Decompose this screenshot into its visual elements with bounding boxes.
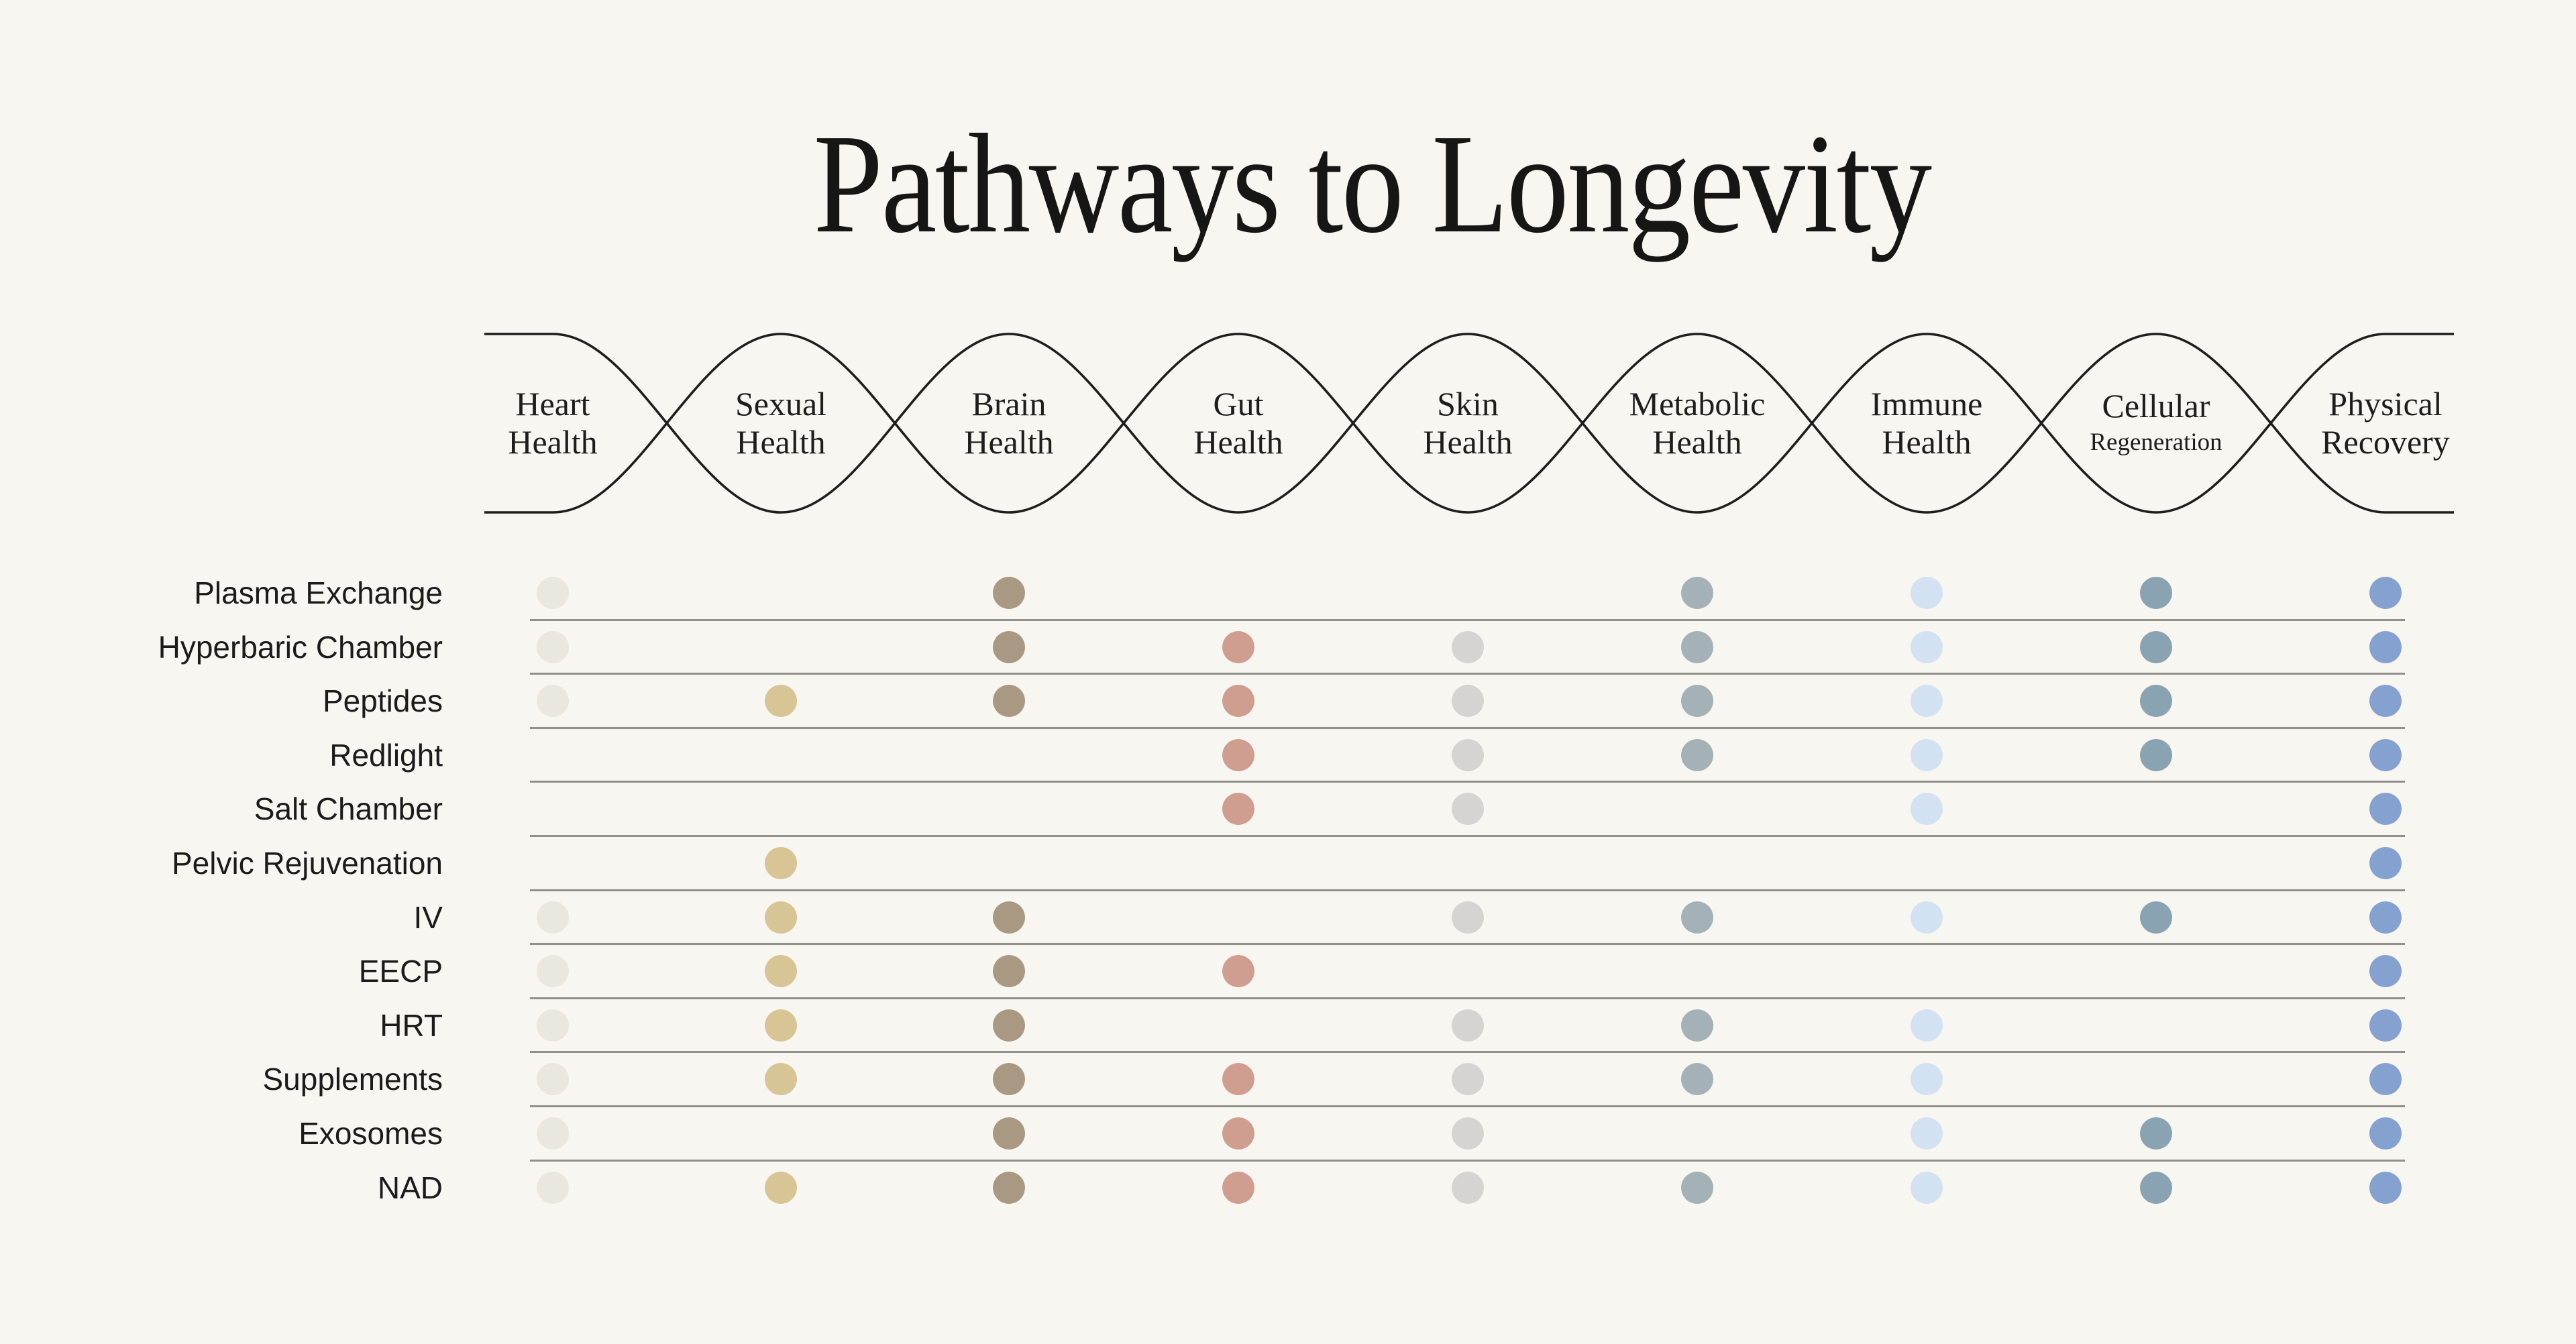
dot-peptides-physical-recovery — [2369, 685, 2402, 717]
column-header-gut-health — [1123, 334, 1354, 512]
dot-nad-skin-health — [1452, 1172, 1484, 1204]
column-header-line1: Cellular — [2102, 386, 2210, 425]
column-header-brain-health — [894, 334, 1124, 512]
dot-plasma-exchange-heart-health — [537, 577, 569, 609]
column-header-line2: Health — [1652, 423, 1742, 461]
row-label-pelvic-rejuvenation: Pelvic Rejuvenation — [171, 846, 443, 881]
dot-eecp-brain-health — [993, 955, 1025, 987]
row-separator — [530, 673, 2405, 675]
dot-supplements-heart-health — [537, 1063, 569, 1095]
row-label-nad: NAD — [377, 1170, 443, 1205]
dot-salt-chamber-immune-health — [1911, 793, 1943, 825]
dot-iv-skin-health — [1452, 901, 1484, 934]
column-header-line2: Health — [964, 423, 1054, 461]
column-header-line2: Health — [1423, 423, 1513, 461]
dot-hrt-sexual-health — [765, 1009, 797, 1042]
dot-eecp-sexual-health — [765, 955, 797, 987]
row-separator — [530, 1051, 2405, 1053]
dot-exosomes-gut-health — [1222, 1117, 1254, 1150]
column-header-line1: Skin — [1437, 385, 1499, 423]
dot-nad-heart-health — [537, 1172, 569, 1204]
dot-hyperbaric-chamber-metabolic-health — [1681, 631, 1713, 663]
column-header-line2: Health — [1882, 423, 1972, 461]
row-separator — [530, 1160, 2405, 1162]
row-label-eecp: EECP — [358, 954, 443, 989]
dot-nad-sexual-health — [765, 1172, 797, 1204]
row-label-supplements: Supplements — [262, 1062, 443, 1097]
dot-hrt-heart-health — [537, 1009, 569, 1042]
dot-redlight-gut-health — [1222, 739, 1254, 771]
row-label-exosomes: Exosomes — [299, 1116, 443, 1151]
dot-exosomes-immune-health — [1911, 1117, 1943, 1150]
dot-supplements-immune-health — [1911, 1063, 1943, 1095]
column-header-line1: Metabolic — [1629, 385, 1766, 423]
column-header-line1: Heart — [515, 385, 590, 423]
row-label-redlight: Redlight — [329, 738, 443, 773]
dot-peptides-immune-health — [1911, 685, 1943, 717]
column-header-line1: Gut — [1213, 385, 1264, 423]
dot-plasma-exchange-cellular-regeneration — [2140, 577, 2172, 609]
dot-nad-metabolic-health — [1681, 1172, 1713, 1204]
dot-plasma-exchange-metabolic-health — [1681, 577, 1713, 609]
dot-hyperbaric-chamber-gut-health — [1222, 631, 1254, 663]
row-separator — [530, 727, 2405, 729]
column-header-line2: Health — [1193, 423, 1283, 461]
row-label-hyperbaric-chamber: Hyperbaric Chamber — [158, 630, 443, 665]
dot-iv-heart-health — [537, 901, 569, 934]
row-separator — [530, 619, 2405, 621]
row-label-peptides: Peptides — [322, 683, 443, 718]
column-header-cellular-regeneration — [2041, 334, 2271, 512]
dot-exosomes-skin-health — [1452, 1117, 1484, 1150]
dot-supplements-gut-health — [1222, 1063, 1254, 1095]
dot-hrt-skin-health — [1452, 1009, 1484, 1042]
dot-exosomes-physical-recovery — [2369, 1117, 2402, 1150]
dot-peptides-metabolic-health — [1681, 685, 1713, 717]
dot-salt-chamber-physical-recovery — [2369, 793, 2402, 825]
dot-salt-chamber-skin-health — [1452, 793, 1484, 825]
column-header-metabolic-health — [1582, 334, 1813, 512]
dot-hyperbaric-chamber-heart-health — [537, 631, 569, 663]
row-label-hrt: HRT — [380, 1008, 443, 1043]
dot-salt-chamber-gut-health — [1222, 793, 1254, 825]
column-header-line2: Regeneration — [2090, 428, 2222, 456]
column-header-line2: Health — [508, 423, 598, 461]
dot-peptides-cellular-regeneration — [2140, 685, 2172, 717]
dot-hrt-physical-recovery — [2369, 1009, 2402, 1042]
dot-plasma-exchange-physical-recovery — [2369, 577, 2402, 609]
dot-peptides-brain-health — [993, 685, 1025, 717]
dot-peptides-sexual-health — [765, 685, 797, 717]
dot-supplements-brain-health — [993, 1063, 1025, 1095]
row-separator — [530, 889, 2405, 891]
dot-iv-cellular-regeneration — [2140, 901, 2172, 934]
dot-hrt-brain-health — [993, 1009, 1025, 1042]
column-header-line1: Physical — [2328, 385, 2443, 423]
column-header-immune-health — [1811, 334, 2042, 512]
dot-plasma-exchange-immune-health — [1911, 577, 1943, 609]
dot-redlight-physical-recovery — [2369, 739, 2402, 771]
dot-supplements-skin-health — [1452, 1063, 1484, 1095]
row-label-plasma-exchange: Plasma Exchange — [194, 575, 443, 610]
dot-iv-physical-recovery — [2369, 901, 2402, 934]
dot-peptides-skin-health — [1452, 685, 1484, 717]
row-separator — [530, 943, 2405, 945]
column-header-line2: Health — [736, 423, 826, 461]
dot-redlight-cellular-regeneration — [2140, 739, 2172, 771]
dot-peptides-heart-health — [537, 685, 569, 717]
dot-redlight-immune-health — [1911, 739, 1943, 771]
dot-hyperbaric-chamber-brain-health — [993, 631, 1025, 663]
dot-exosomes-heart-health — [537, 1117, 569, 1150]
dot-nad-gut-health — [1222, 1172, 1254, 1204]
dot-peptides-gut-health — [1222, 685, 1254, 717]
row-separator — [530, 1105, 2405, 1107]
dot-nad-brain-health — [993, 1172, 1025, 1204]
dot-redlight-metabolic-health — [1681, 739, 1713, 771]
dot-nad-physical-recovery — [2369, 1172, 2402, 1204]
column-header-line1: Sexual — [735, 385, 827, 423]
dot-hyperbaric-chamber-immune-health — [1911, 631, 1943, 663]
row-label-iv: IV — [413, 900, 443, 935]
dot-iv-metabolic-health — [1681, 901, 1713, 934]
column-header-skin-health — [1352, 334, 1583, 512]
column-header-line1: Brain — [971, 385, 1046, 423]
dot-eecp-heart-health — [537, 955, 569, 987]
dot-iv-sexual-health — [765, 901, 797, 934]
column-header-heart-health — [437, 334, 668, 512]
dot-supplements-physical-recovery — [2369, 1063, 2402, 1095]
row-separator — [530, 997, 2405, 999]
column-header-physical-recovery — [2270, 334, 2501, 512]
dot-hrt-metabolic-health — [1681, 1009, 1713, 1042]
dot-eecp-physical-recovery — [2369, 955, 2402, 987]
page-title: Pathways to Longevity — [813, 105, 1931, 262]
dot-pelvic-rejuvenation-physical-recovery — [2369, 847, 2402, 879]
dot-iv-immune-health — [1911, 901, 1943, 934]
dot-supplements-sexual-health — [765, 1063, 797, 1095]
dot-pelvic-rejuvenation-sexual-health — [765, 847, 797, 879]
column-header-line2: Recovery — [2321, 423, 2450, 461]
column-header-line1: Immune — [1870, 385, 1983, 423]
dot-nad-cellular-regeneration — [2140, 1172, 2172, 1204]
dot-hrt-immune-health — [1911, 1009, 1943, 1042]
row-label-salt-chamber: Salt Chamber — [254, 791, 443, 826]
dot-eecp-gut-health — [1222, 955, 1254, 987]
dot-hyperbaric-chamber-physical-recovery — [2369, 631, 2402, 663]
dot-hyperbaric-chamber-skin-health — [1452, 631, 1484, 663]
row-separator — [530, 835, 2405, 837]
dot-supplements-metabolic-health — [1681, 1063, 1713, 1095]
dot-exosomes-brain-health — [993, 1117, 1025, 1150]
dot-exosomes-cellular-regeneration — [2140, 1117, 2172, 1150]
column-header-sexual-health — [665, 334, 896, 512]
row-separator — [530, 781, 2405, 783]
dot-plasma-exchange-brain-health — [993, 577, 1025, 609]
dot-hyperbaric-chamber-cellular-regeneration — [2140, 631, 2172, 663]
dot-redlight-skin-health — [1452, 739, 1484, 771]
dot-nad-immune-health — [1911, 1172, 1943, 1204]
dot-iv-brain-health — [993, 901, 1025, 934]
